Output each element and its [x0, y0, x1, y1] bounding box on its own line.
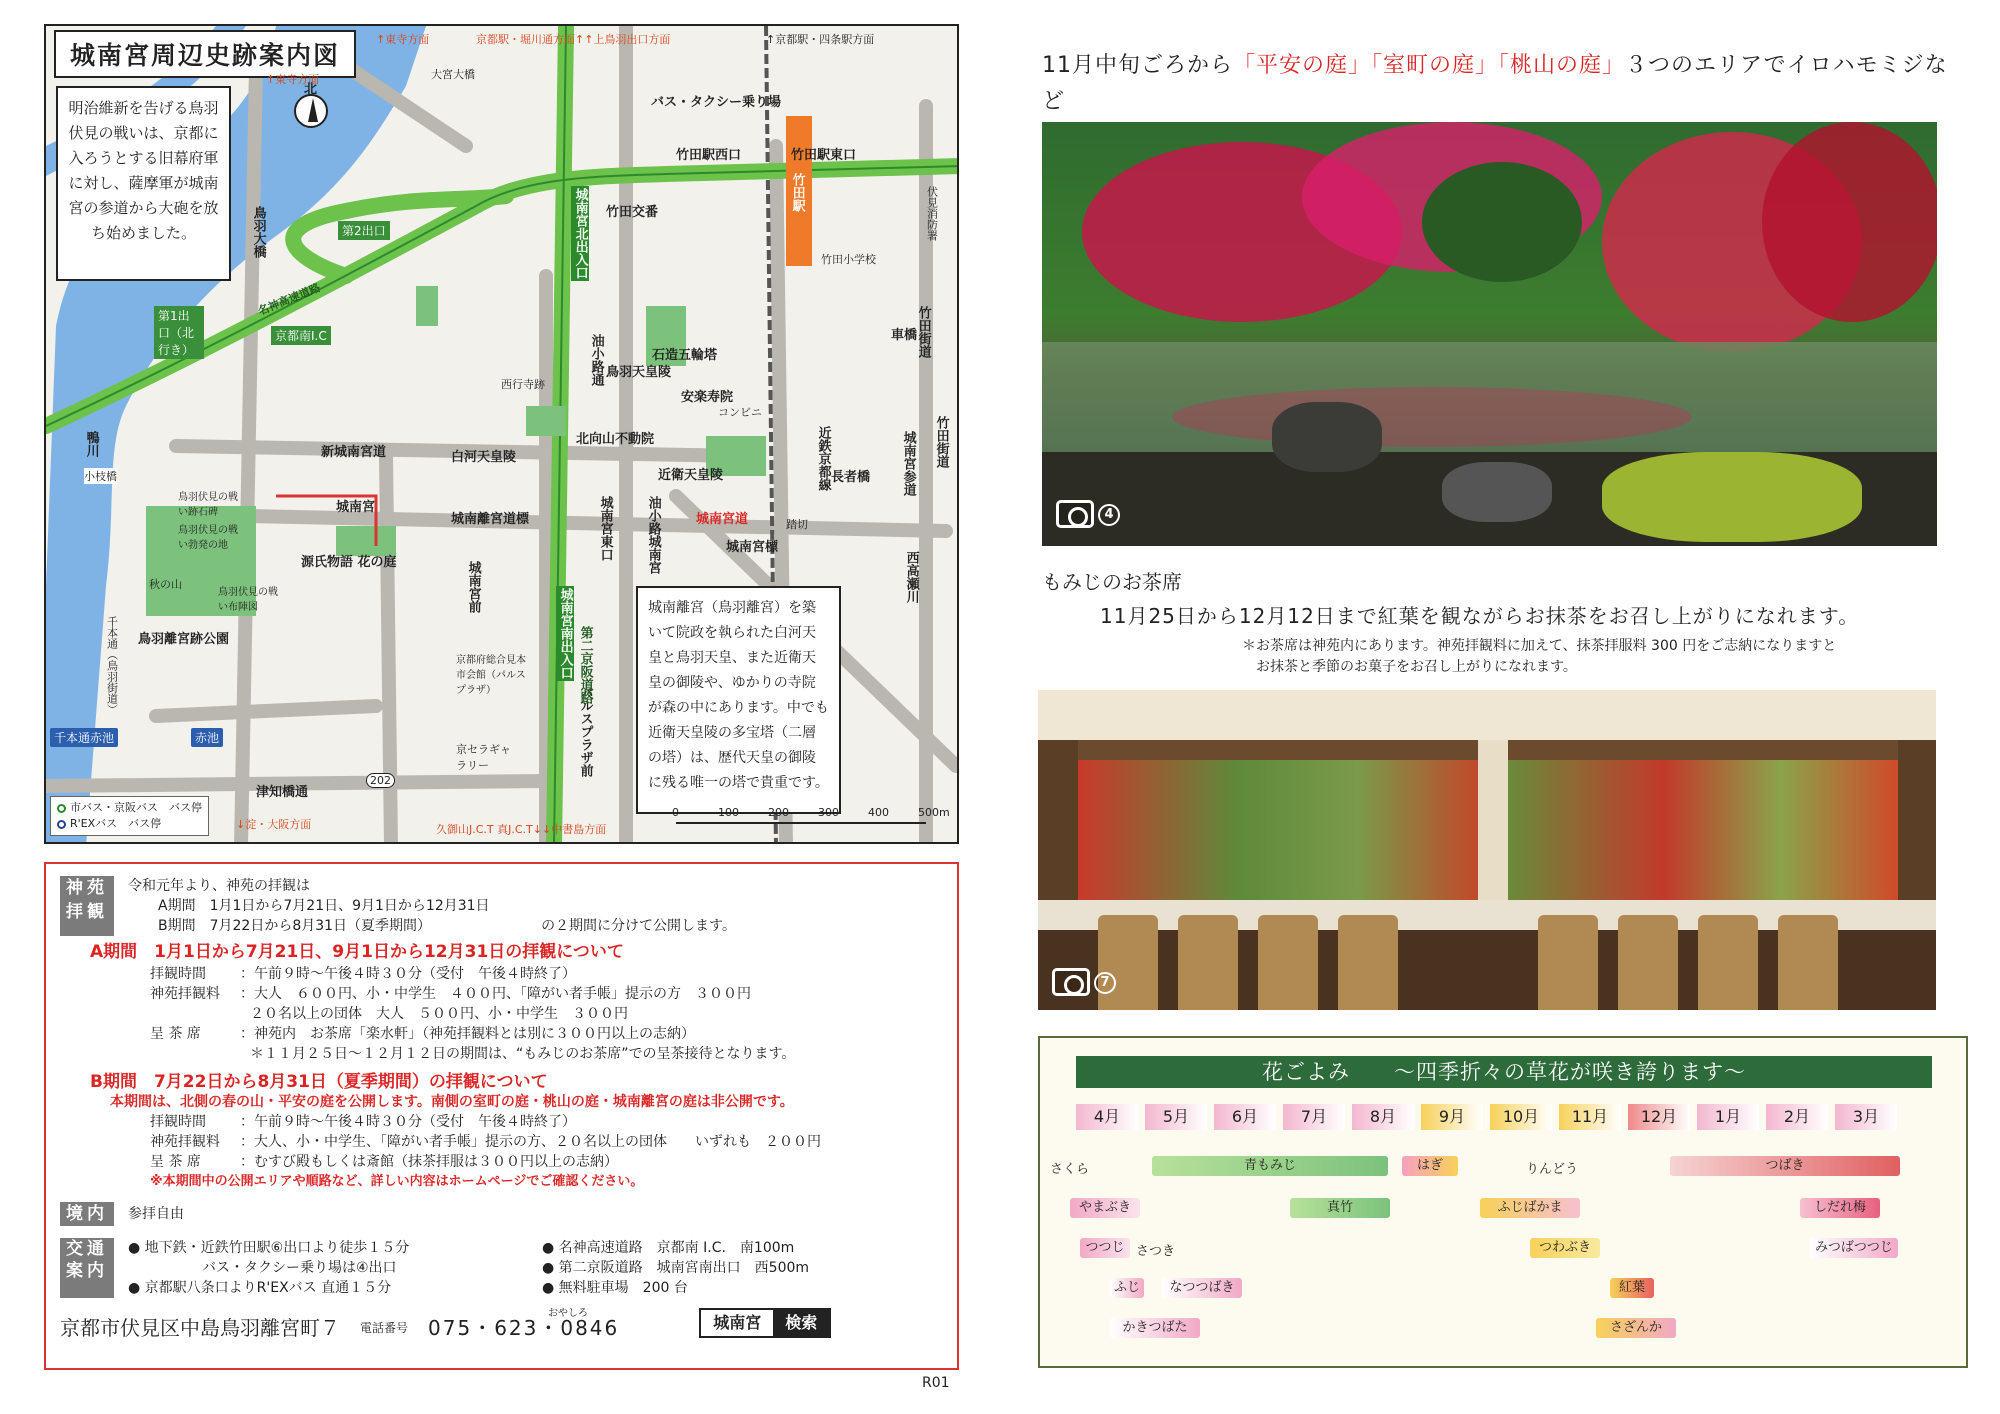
map-label: 近衛天皇陵 — [658, 468, 724, 483]
access-item: ● 名神高速道路 京都南 I.C. 南100m — [542, 1240, 795, 1256]
map-label: 鳥羽伏見の戦い勃発の地 — [178, 525, 238, 551]
b-period-rows — [60, 1112, 943, 1172]
flower-bar: しだれ梅 — [1800, 1198, 1880, 1218]
map-label: 城南離宮道標 — [451, 512, 530, 527]
info-intro: の２期間に分けて公開します。 — [541, 918, 736, 934]
flower-bar: つばき — [1670, 1156, 1900, 1176]
flower-bar: なつつばき — [1162, 1278, 1242, 1298]
precinct-text: 参拝自由 — [128, 1206, 184, 1222]
access-item: バス・タクシー乗り場は④出口 — [188, 1260, 397, 1276]
map-label: ↑東寺方面 — [266, 73, 320, 86]
map-label: 千本通赤池 — [50, 728, 118, 747]
month-chip: 9月 — [1421, 1104, 1483, 1130]
row-key: 呈 茶 席 — [150, 1154, 201, 1170]
map-label: 西高瀬川 — [903, 551, 919, 603]
tea-section-title: もみじのお茶席 — [1042, 570, 1182, 594]
row-key: 拝観時間 — [150, 1114, 206, 1130]
map-label: 秋の山 — [149, 578, 182, 591]
section-tag-precinct: 境内 — [60, 1202, 114, 1226]
flower-label: りんどう — [1526, 1162, 1579, 1177]
north-arrow-icon — [294, 94, 328, 128]
flower-calendar — [1038, 1036, 1968, 1368]
flower-bar: ふじ — [1110, 1278, 1144, 1298]
b-period-warning: ※本期間中の公開エリアや順路など、詳しい内容はホームページでご確認ください。 — [150, 1174, 644, 1189]
dir-label: 京都駅・堀川通方面↑↑上鳥羽出口方面 — [476, 33, 671, 46]
row-key: 拝観時間 — [150, 966, 206, 982]
rex-bus-stop-icon — [57, 820, 66, 829]
tel-ruby: おやしろ — [548, 1308, 589, 1319]
row-key: 神苑拝観料 — [150, 986, 220, 1002]
calendar-title: 花ごよみ ～四季折々の草花が咲き誇ります～ — [1076, 1056, 1932, 1088]
map-label: 西行寺跡 — [501, 378, 545, 391]
map-title: 城南宮周辺史跡案内図 — [54, 30, 356, 78]
flower-bar: つわぶき — [1530, 1238, 1600, 1258]
map-label: 鴨川 — [83, 431, 99, 457]
map-label: 鳥羽天皇陵 — [606, 365, 672, 380]
map-label: 第2出口 — [338, 221, 390, 240]
tea-section-note — [1242, 636, 1836, 678]
map-label: 千本通（鳥羽街道） — [105, 616, 119, 715]
info-intro: A期間 1月1日から7月21日、9月1日から12月31日 — [158, 898, 490, 914]
map-label: 新城南宮道 — [321, 445, 387, 460]
map-label: 京都府総合見本市会館（パルスプラザ） — [456, 655, 526, 696]
row-key — [150, 1044, 250, 1064]
row-val: ：大人、小・中学生、「障がい者手帳」提示の方、２０名以上の団体 いずれも ２００円 — [240, 1134, 821, 1150]
search-button[interactable]: 検索 — [773, 1310, 829, 1336]
search-box[interactable] — [699, 1308, 831, 1338]
map-label: 城南宮 — [336, 500, 376, 515]
intro-gardens: 「平安の庭」「室町の庭」「桃山の庭」 — [1233, 53, 1626, 78]
access-item: ● 京都駅八条口よりR'EXバス 直通１５分 — [128, 1280, 392, 1296]
map-label: 油小路城南宮 — [645, 496, 661, 574]
map-label: 鳥羽伏見の戦い布陣図 — [218, 587, 278, 613]
info-intro: B期間 7月22日から8月31日（夏季期間） — [158, 918, 432, 934]
b-period-heading: B期間 7月22日から8月31日（夏季期間）の拝観について — [90, 1072, 548, 1092]
flower-bar: はぎ — [1402, 1156, 1458, 1176]
month-chip: 2月 — [1766, 1104, 1828, 1130]
flower-bar: やまぶき — [1070, 1198, 1140, 1218]
flower-bar: みつばつつじ — [1810, 1238, 1898, 1258]
map-label: 竹田駅 — [789, 173, 805, 212]
map-legend — [50, 796, 209, 836]
dir-label: ↓淀・大阪方面 — [236, 818, 312, 831]
month-chip: 6月 — [1214, 1104, 1276, 1130]
tel-label: 電話番号 — [360, 1321, 409, 1335]
tea-note-line: ＊お茶席は神苑内にあります。神苑拝観料に加えて、抹茶拝服料 300 円をご志納になりますと — [1242, 638, 1837, 654]
visiting-info-box — [44, 862, 959, 1370]
map-label: 第1出口（北行き） — [154, 306, 204, 359]
scale-tick: 400 — [868, 806, 889, 819]
map-label: 鳥羽伏見の戦い跡石碑 — [178, 492, 238, 518]
scale-tick: 0 — [672, 806, 679, 819]
scale-tick: 300 — [818, 806, 839, 819]
camera-icon — [1056, 500, 1094, 528]
map-label: 鳥羽離宮跡公園 — [138, 632, 230, 647]
page-code: R01 — [922, 1375, 950, 1391]
photo-number: 4 — [1098, 504, 1120, 526]
map-label: コンビニ — [718, 406, 762, 419]
shrine-address: 京都市伏見区中島鳥羽離宮町７ — [60, 1316, 340, 1340]
row-key: 呈 茶 席 — [150, 1026, 201, 1042]
tel-number: 075・623・0846 — [428, 1316, 620, 1340]
intro-text: 11月中旬ごろから — [1042, 53, 1233, 78]
legend-item: 市バス・京阪バス バス停 — [70, 801, 202, 814]
map-label: パルスプラザ前 — [577, 686, 593, 777]
map-label: 車橋 — [891, 328, 918, 343]
row-val: ：神苑内 お茶席「楽水軒」（神苑拝観料とは別に３００円以上の志納） — [240, 1026, 695, 1042]
map-label: 津知橋通 — [256, 785, 309, 800]
map-label: 白河天皇陵 — [451, 450, 517, 465]
a-period-heading: A期間 1月1日から7月21日、9月1日から12月31日の拝観について — [90, 942, 624, 962]
scale-tick: 200 — [768, 806, 789, 819]
map-label: 城南宮東口 — [597, 496, 613, 561]
bus-stop-icon — [57, 804, 66, 813]
month-chip: 10月 — [1490, 1104, 1552, 1130]
flower-bar: 真竹 — [1290, 1198, 1390, 1218]
history-note-box: 明治維新を告げる鳥羽伏見の戦いは、京都に入ろうとする旧幕府軍に対し、薩摩軍が城南宮の参道から大砲を放ち始めました。 — [56, 86, 231, 281]
section-tag-garden: 神苑拝観 — [60, 876, 114, 936]
row-key — [150, 1004, 250, 1024]
map-label: 踏切 — [786, 518, 808, 531]
row-key: 神苑拝観料 — [150, 1134, 220, 1150]
map-label: 城南宮道 — [696, 512, 749, 527]
a-period-rows — [60, 964, 943, 1064]
map-label: 城南宮標 — [726, 540, 779, 555]
month-chip: 11月 — [1559, 1104, 1621, 1130]
camera-icon — [1052, 968, 1090, 996]
dir-label: ↑東寺方面 — [376, 33, 430, 46]
flower-bar: つつじ — [1080, 1238, 1130, 1258]
scale-tick: 500m — [918, 806, 950, 819]
access-item: ● 地下鉄・近鉄竹田駅⑥出口より徒歩１５分 — [128, 1240, 410, 1256]
flower-bar: 紅葉 — [1610, 1278, 1654, 1298]
tea-room-photo — [1038, 690, 1936, 1010]
info-intro: 令和元年より、神苑の拝観は — [128, 878, 310, 894]
map-label: 名神高速道路 — [256, 281, 323, 318]
map-label: 鳥羽大橋 — [250, 206, 266, 258]
map-label: 赤池 — [191, 728, 223, 747]
row-val: ：大人 ６００円、小・中学生 ４００円、「障がい者手帳」提示の方 ３００円 — [240, 986, 751, 1002]
row-val: ：むすび殿もしくは斎館（抹茶拝服は３００円以上の志納） — [240, 1154, 618, 1170]
access-item: ● 無料駐車場 200 台 — [542, 1280, 688, 1296]
dir-label: ↑京都駅・四条駅方面 — [766, 33, 875, 46]
section-tag-access: 交通案内 — [60, 1238, 114, 1298]
area-map — [44, 24, 959, 844]
search-keyword: 城南宮 — [713, 1313, 762, 1332]
row-val: ２０名以上の団体 大人 ５００円、小・中学生 ３００円 — [250, 1006, 628, 1022]
row-val: ＊１１月２５日～１２月１２日の期間は、“もみじのお茶席”での呈茶接待となります。 — [250, 1046, 796, 1062]
dir-label: 久御山J.C.T 真J.C.T↓↓中書島方面 — [436, 823, 607, 836]
month-chip: 3月 — [1835, 1104, 1897, 1130]
map-label: バス・タクシー乗り場 — [651, 95, 782, 110]
map-label: 城南宮南出入口 — [557, 588, 573, 679]
map-label: 安楽寿院 — [681, 390, 734, 405]
map-label: 油小路通 — [588, 334, 604, 386]
map-label: 城南宮前 — [465, 561, 481, 613]
map-label: 北向山不動院 — [576, 432, 655, 447]
map-label: 京都南I.C — [271, 326, 331, 345]
b-period-note: 本期間は、北側の春の山・平安の庭を公開します。南側の室町の庭・桃山の庭・城南離宮の庭は非公開です。 — [110, 1094, 794, 1110]
autumn-garden-photo — [1042, 122, 1937, 546]
map-label: 石造五輪塔 — [652, 348, 718, 363]
flower-label: さつき — [1136, 1244, 1176, 1259]
month-chip: 7月 — [1283, 1104, 1345, 1130]
scale-tick: 100 — [718, 806, 739, 819]
map-label: 竹田街道 — [933, 416, 949, 468]
map-label: 伏見消防署 — [925, 186, 939, 241]
map-label: 城南宮参道 — [900, 431, 916, 496]
month-chip: 5月 — [1145, 1104, 1207, 1130]
flower-bar: さざんか — [1596, 1318, 1676, 1338]
intro-text: ３つのエリアでイロハモミジなど — [1042, 53, 1948, 114]
month-chip: 4月 — [1076, 1104, 1138, 1130]
row-val: ：午前９時～午後４時３０分（受付 午後４時終了） — [240, 966, 576, 982]
month-chip: 12月 — [1628, 1104, 1690, 1130]
map-label: 近鉄京都線 — [815, 426, 831, 491]
map-label: 第二京阪道路 — [577, 626, 593, 704]
map-label: 竹田交番 — [606, 205, 659, 220]
imperial-tombs-box: 城南離宮（鳥羽離宮）を築いて院政を執られた白河天皇と鳥羽天皇、また近衛天皇の御陵や、ゆかりの寺院が森の中にあります。中でも近衛天皇陵の多宝塔（二層の塔）は、歴代天皇の御陵に残る唯一の塔で貴重です。 — [636, 586, 841, 814]
map-label: 竹田小学校 — [821, 253, 876, 266]
row-val: ：午前９時～午後４時３０分（受付 午後４時終了） — [240, 1114, 576, 1130]
map-label: 大宮大橋 — [431, 68, 475, 81]
legend-item: R'EXバス バス停 — [70, 817, 162, 830]
tea-section-text: 11月25日から12月12日まで紅葉を観ながらお抹茶をお召し上がりになれます。 — [1100, 604, 1860, 628]
flower-bar: ふじばかま — [1480, 1198, 1580, 1218]
map-label: 202 — [366, 773, 395, 788]
north-label: 北 — [304, 82, 318, 97]
map-label: 長者橋 — [831, 470, 871, 485]
photo-number: 7 — [1094, 972, 1116, 994]
map-label: 源氏物語 花の庭 — [301, 555, 397, 570]
map-label: 小枝橋 — [84, 470, 117, 483]
flower-label: さくら — [1050, 1162, 1090, 1177]
map-label: 竹田街道 — [915, 306, 931, 358]
access-item: ● 第二京阪道路 城南宮南出口 西500m — [542, 1260, 810, 1276]
map-label: 竹田駅西口 — [676, 148, 742, 163]
month-chip: 8月 — [1352, 1104, 1414, 1130]
map-label: 竹田駅東口 — [791, 148, 857, 163]
flower-bar: 青もみじ — [1152, 1156, 1388, 1176]
month-chip: 1月 — [1697, 1104, 1759, 1130]
flower-bar: かきつばた — [1110, 1318, 1200, 1338]
tea-note-line: お抹茶と季節のお菓子をお召し上がりになれます。 — [1256, 659, 1577, 675]
map-label: 城南宮北出入口 — [572, 188, 588, 279]
map-label: 京セラギャラリー — [456, 743, 511, 772]
